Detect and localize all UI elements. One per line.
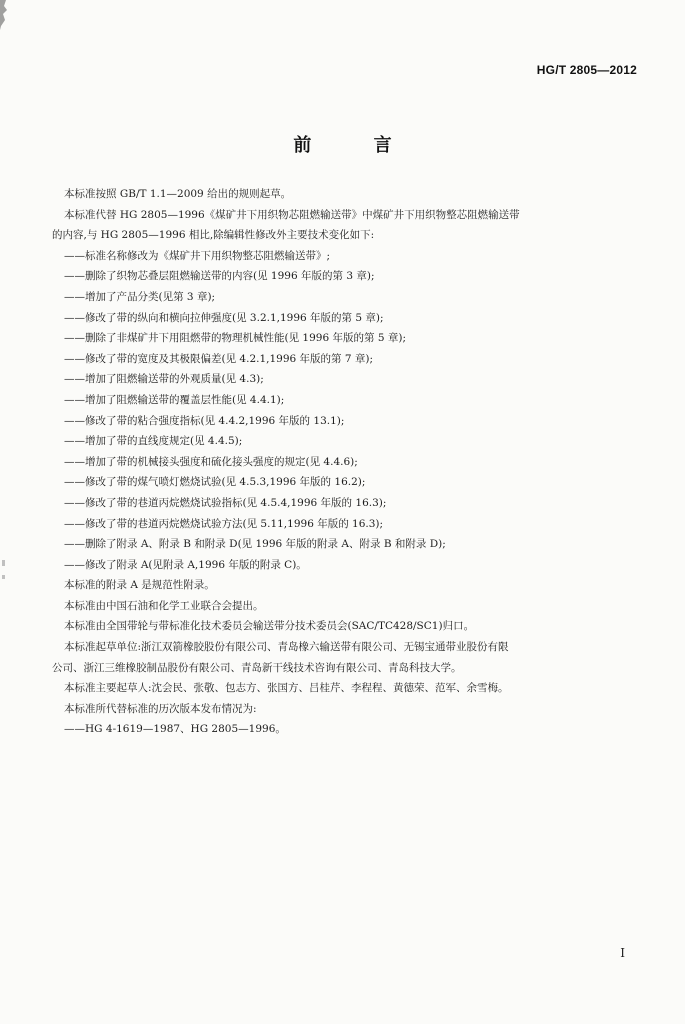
change-list-item: ——增加了产品分类(见第 3 章); bbox=[64, 290, 216, 303]
body-paragraph: 本标准由中国石油和化学工业联合会提出。 bbox=[64, 599, 264, 612]
standard-code: HG/T 2805—2012 bbox=[536, 63, 637, 77]
change-list-item: ——增加了带的直线度规定(见 4.4.5); bbox=[64, 435, 243, 448]
change-list-item: ——修改了带的煤气喷灯燃烧试验(见 4.5.3,1996 年版的 16.2); bbox=[64, 476, 366, 489]
body-paragraph: 的内容,与 HG 2805—1996 相比,除编辑性修改外主要技术变化如下: bbox=[52, 229, 375, 242]
body-paragraph: 本标准按照 GB/T 1.1—2009 给出的规则起草。 bbox=[64, 188, 292, 200]
change-list-item: ——修改了带的巷道丙烷燃烧试验方法(见 5.11,1996 年版的 16.3); bbox=[64, 517, 384, 530]
change-list-item: ——修改了带的宽度及其极限偏差(见 4.2.1,1996 年版的第 7 章); bbox=[64, 352, 374, 365]
body-paragraph: 本标准起草单位:浙江双箭橡胶股份有限公司、青岛橡六输送带有限公司、无锡宝通带业股份有限 bbox=[64, 641, 509, 654]
change-list-item: ——修改了带的纵向和横向拉伸强度(见 3.2.1,1996 年版的第 5 章); bbox=[64, 311, 384, 324]
change-list-item: ——删除了附录 A、附录 B 和附录 D(见 1996 年版的附录 A、附录 B 和附录 D); bbox=[64, 538, 446, 551]
body-paragraph: 本标准主要起草人:沈会民、张敬、包志方、张国方、吕桂芹、李程程、黄德荣、范军、余雪梅。 bbox=[64, 682, 509, 695]
change-list-item: ——修改了带的粘合强度指标(见 4.4.2,1996 年版的 13.1); bbox=[64, 414, 345, 427]
scan-artifact-speck bbox=[2, 575, 5, 579]
scan-artifact-corner bbox=[0, 0, 12, 30]
change-list-item: ——修改了附录 A(见附录 A,1996 年版的附录 C)。 bbox=[64, 558, 307, 571]
scan-artifact-speck bbox=[2, 560, 5, 566]
change-list-item: ——删除了织物芯叠层阻燃输送带的内容(见 1996 年版的第 3 章); bbox=[64, 270, 375, 283]
change-list-item: ——修改了带的巷道丙烷燃烧试验指标(见 4.5.4,1996 年版的 16.3); bbox=[64, 496, 387, 509]
body-paragraph: 本标准的附录 A 是规范性附录。 bbox=[64, 579, 215, 592]
change-list-item: ——增加了阻燃输送带的覆盖层性能(见 4.4.1); bbox=[64, 393, 285, 406]
change-list-item: ——增加了带的机械接头强度和硫化接头强度的规定(见 4.4.6); bbox=[64, 455, 358, 468]
body-paragraph: 公司、浙江三维橡胶制品股份有限公司、青岛新干线技术咨询有限公司、青岛科技大学。 bbox=[52, 661, 462, 674]
change-list-item: ——删除了非煤矿井下用阻燃带的物理机械性能(见 1996 年版的第 5 章); bbox=[64, 332, 406, 345]
body-paragraph: 本标准代替 HG 2805—1996《煤矿井下用织物芯阻燃输送带》中煤矿井下用织物整芯阻燃输送带 bbox=[64, 208, 520, 221]
body-paragraph: 本标准由全国带轮与带标准化技术委员会输送带分技术委员会(SAC/TC428/SC1)归口。 bbox=[64, 620, 475, 633]
foreword-body bbox=[52, 184, 634, 740]
page-title: 前 言 bbox=[293, 135, 420, 156]
page-number: I bbox=[620, 946, 625, 960]
body-paragraph: 本标准所代替标准的历次版本发布情况为: bbox=[64, 702, 257, 715]
change-list-item: ——标准名称修改为《煤矿井下用织物整芯阻燃输送带》; bbox=[64, 249, 331, 262]
change-list-item: ——HG 4-1619—1987、HG 2805—1996。 bbox=[64, 723, 286, 736]
change-list-item: ——增加了阻燃输送带的外观质量(见 4.3); bbox=[64, 373, 264, 386]
